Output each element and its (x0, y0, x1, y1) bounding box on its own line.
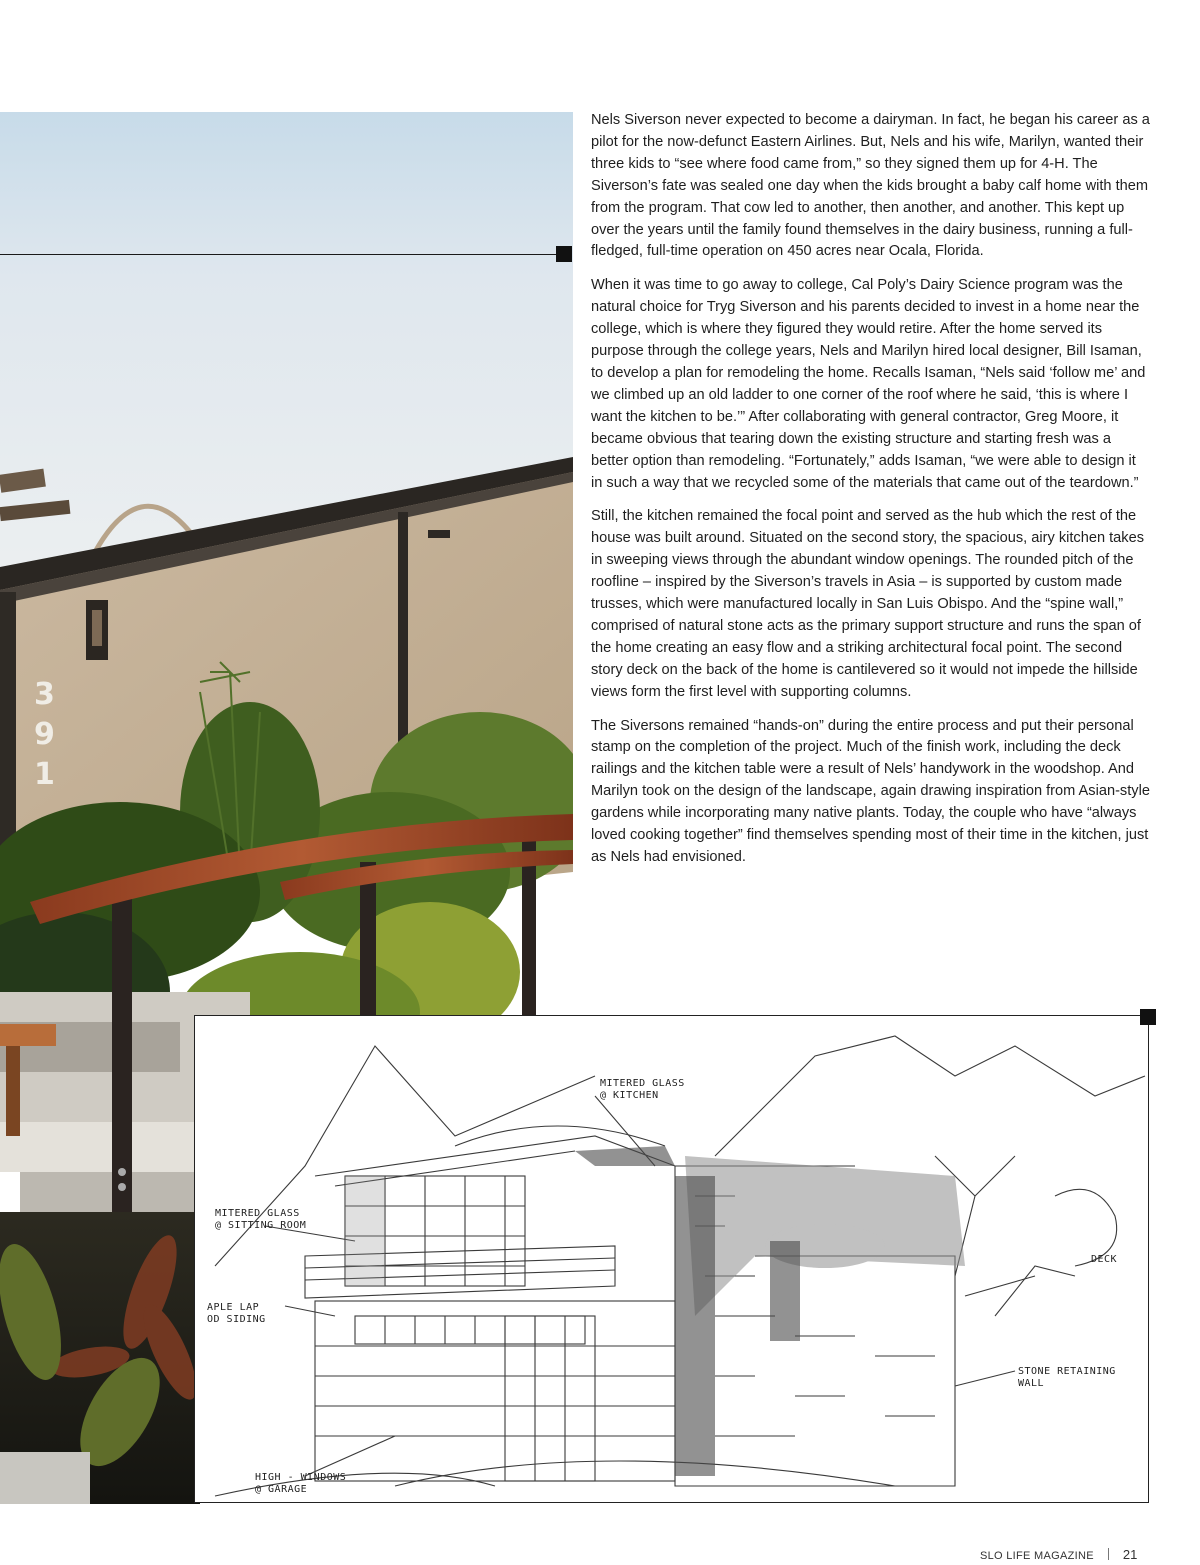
note-mitered-glass-kitchen (600, 1078, 685, 1102)
footer-divider (1108, 1548, 1109, 1560)
house-number-digit: 1 (34, 757, 55, 792)
architectural-sketch (194, 1015, 1149, 1503)
section-rule (0, 254, 556, 255)
note-line: APLE LAP (207, 1302, 260, 1313)
note-line: DECK (1091, 1254, 1118, 1265)
note-line: @ SITTING ROOM (215, 1220, 307, 1231)
article-paragraph: When it was time to go away to college, Cal Poly’s Dairy Science program was the natural choice for Tryg Siverson and his parents decided to invest in a home near the college, which is where they figured they would retire. After the home served its purpose through the college years, Nels and Marilyn hired local designer, Bill Isaman, to develop a plan for remodeling the home. Recalls Isaman, “Nels said ‘follow me’ and we climbed up an old ladder to one corner of the roof where he said, ‘this is where I want the kitchen to be.’” After collaborating with general contractor, Greg Moore, it became obvious that tearing down the existing structure and starting fresh was a better option than remodeling. “Fortunately,” adds Isaman, “we were able to design it in such a way that we recycled some of the materials that came out of the teardown.” (591, 277, 1146, 491)
article-paragraph: The Siversons remained “hands-on” during the entire process and put their personal stamp on the completion of the project. Much of the finish work, including the deck railings and the kitchen table were a result of Nels’ handywork in the woodshop. And Marilyn took on the design of the landscape, again drawing inspiration from Asian-style gardens while incorporating many native plants. Today, the couple who have “always loved cooking together” find themselves spending most of their time in the kitchen, just as Nels had envisioned. (591, 717, 1150, 865)
square-marker (1140, 1009, 1156, 1025)
article-body (591, 110, 1151, 881)
note-line: OD SIDING (207, 1314, 266, 1325)
note-siding (207, 1302, 266, 1326)
house-number-digit: 9 (34, 717, 55, 752)
page-number: 21 (1122, 1547, 1138, 1562)
page-footer (980, 1547, 1137, 1565)
note-line: HIGH - WINDOWS (255, 1472, 347, 1483)
note-high-windows-garage (255, 1472, 346, 1496)
publication-name: SLO LIFE MAGAZINE (980, 1550, 1094, 1562)
note-line: MITERED GLASS (215, 1208, 300, 1219)
article-paragraph: Nels Siverson never expected to become a dairyman. In fact, he began his career as a pilot for the now-defunct Eastern Airlines. But, Nels and his wife, Marilyn, wanted their three kids to “see where food came from,” so they signed them up for 4-H. The Siverson’s fate was sealed one day when the kids brought a baby calf home with them from the program. That cow led to another, then another, and another. This kept up over the years until the family found themselves in the dairy business, running a full-fledged, full-time operation on 450 acres near Ocala, Florida. (591, 112, 1150, 260)
note-deck (1091, 1254, 1117, 1266)
note-mitered-glass-sitting-room (215, 1208, 306, 1232)
note-line: @ GARAGE (255, 1484, 308, 1495)
note-line: STONE RETAINING (1018, 1366, 1116, 1377)
square-marker (556, 246, 572, 262)
house-number (34, 677, 55, 792)
note-line: MITERED GLASS (600, 1078, 685, 1089)
article-paragraph: Still, the kitchen remained the focal point and served as the hub which the rest of the house was built around. Situated on the second story, the spacious, airy kitchen takes in sweeping views through the abundant window openings. The rounded pitch of the roofline – inspired by the Siverson’s travels in Asia – is supported by custom made trusses, which were manufactured locally in San Luis Obispo. And the “spine wall,” comprised of natural stone acts as the primary support structure and runs the span of the home creating an easy flow and a striking architectural focal point. The second story deck on the back of the home is cantilevered so it would not impede the hillside views form the first level with supporting columns. (591, 508, 1144, 700)
note-line: WALL (1018, 1378, 1045, 1389)
house-number-digit: 3 (34, 677, 55, 712)
note-line: @ KITCHEN (600, 1090, 659, 1101)
note-stone-retaining-wall (1018, 1366, 1116, 1390)
